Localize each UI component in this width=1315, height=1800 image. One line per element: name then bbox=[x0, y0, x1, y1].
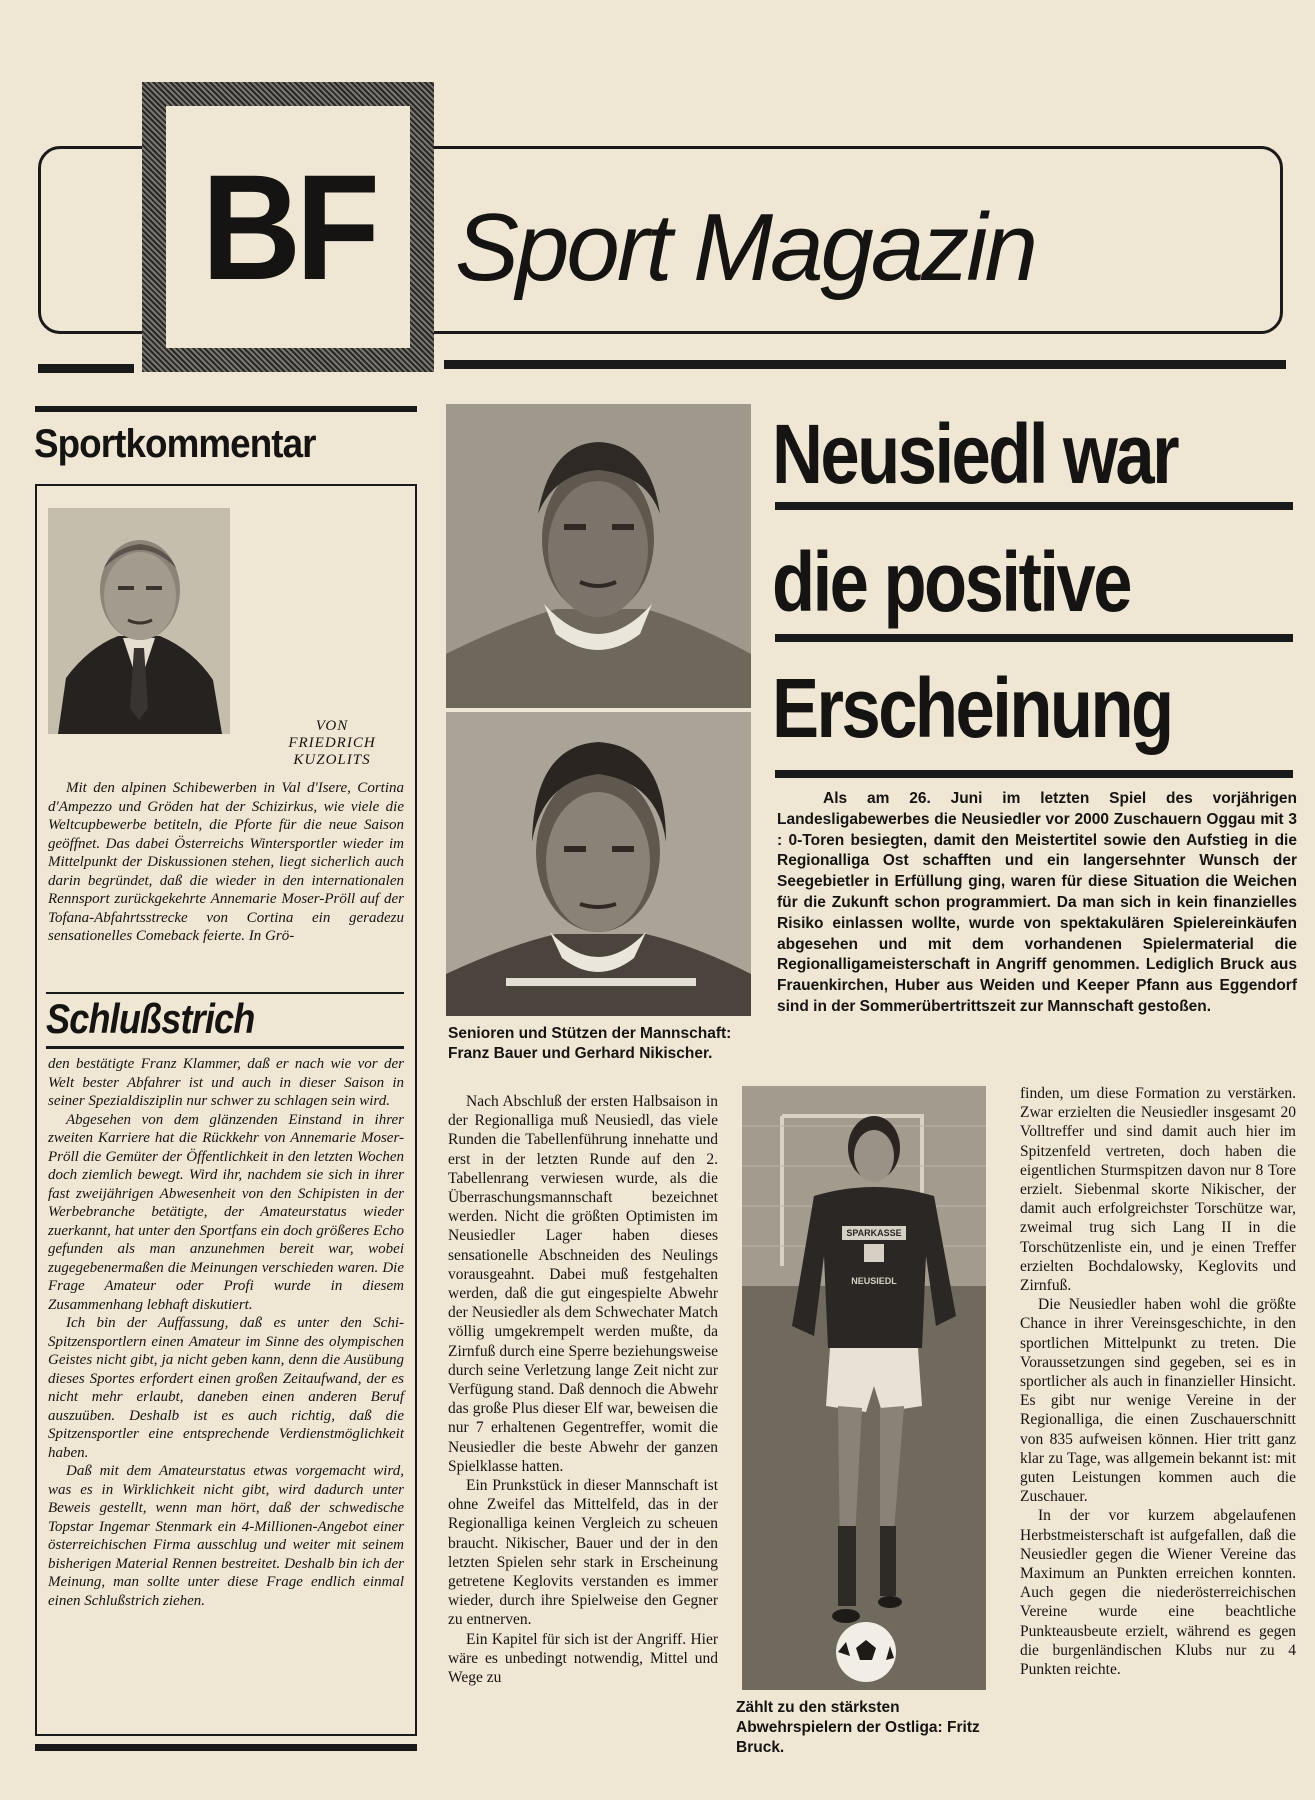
article-lead: Als am 26. Juni im letzten Spiel des vorjährigen Landesligabewerbes die Neusiedler vor 2000 Zuschauern Oggau mit 3 : 0-Toren besiegten, damit den Meistertitel sowie den Aufstieg in die Regionalliga Ost schafften und ein langersehnter Wunsch der Seegebietler in Erfüllung ging, waren für diese Situation die Weichen für die Zukunft schon programmiert. Da man sich in kein finanzielles Risiko einlassen wollte, wurde von spektakulären Spielereinkäufen abgesehen und mit dem vorhandenen Spielermaterial die Regionalligameisterschaft in Angriff genommen. Lediglich Bruck aus Frauenkirchen, Huber aus Weiden und Keeper Pfann aus Eggendorf sind in der Sommerübertrittszeit zur Mannschaft gestoßen. bbox=[777, 790, 1297, 1015]
subhead-rule-top bbox=[46, 992, 404, 994]
comment-paragraph: Abgesehen von dem glänzenden Einstand in ihrer zweiten Karriere hat die Rückkehr von Annemarie Moser-Pröll die Gemüter der Öffentlichkeit in den letzten Wochen doch ziemlich bewegt. Wird ihr, nachdem sie sich in ihrer fast zweijährigen Abwesenheit von den Schipisten in der Werbebranche betätigte, der Amateurstatus wieder zuerkannt, hat unter den Sportfans ein doch größeres Echo gefunden als man anzunehmen bereit war, wobei zugegebenermaßen die Meinungen verschieden waren. Die Frage Amateur oder Profi wurde in diesem Zusammenhang lebhaft diskutiert. bbox=[48, 1111, 404, 1313]
article-paragraph: Nach Abschluß der ersten Halbsaison in der Regionalliga muß Neusiedl, das viele Runden die Tabellenführung innehatte und erst in der letzten Runde auf den 2. Tabellenrang verwiesen wurde, als die Überraschungsmannschaft bezeichnet werden. Nicht die größten Optimisten im Neusiedler Lager haben dieses sensationelle Abschneiden des Neulings vorausgeahnt. Dabei muß festgehalten werden, daß die gut eingespielte Abwehr der Neusiedler als dem Schwechater Match völlig umgekrempelt werden mußte, da Zirnfuß durch eine Sperre beziehungsweise durch seine Verletzung lange Zeit nicht zur Verfügung stand. Daß dennoch die Abwehr das große Plus dieser Elf war, beweisen die nur 7 erhaltenen Gegentreffer, womit die Neusiedler die beste Abwehr der ganzen Spielklasse hatten. bbox=[448, 1093, 718, 1475]
headline-rule-3 bbox=[775, 770, 1293, 778]
article-column-middle bbox=[448, 1092, 718, 1687]
comment-paragraph: den bestätigte Franz Klammer, daß er nach wie vor der Welt bester Abfahrer ist und auch in dieser Saison in seiner Spezialdisziplin nur schwer zu schlagen sein wird. bbox=[48, 1056, 404, 1109]
comment-paragraph: Ich bin der Auffassung, daß es unter den Schi-Spitzensportlern einen Amateur im Sinne des olympischen Geistes nicht gibt, ja nicht geben kann, denn die Ausübung dieses Sportes erfordert einen großen Zeitaufwand, der es nicht mehr erlaubt, daneben einen anderen Beruf auszuüben. Deshalb ist es auch richtig, daß die Spitzensportler eine entsprechende Verdienstmöglichkeit haben. bbox=[48, 1315, 404, 1461]
headline-line-2: die positive bbox=[772, 535, 1130, 629]
author-photo bbox=[48, 508, 230, 734]
headline-rule-2 bbox=[775, 634, 1293, 642]
photo-caption-player: Zählt zu den stärksten Abwehrspielern der Ostliga: Fritz Bruck. bbox=[736, 1699, 980, 1756]
photo-caption-top: Senioren und Stützen der Mannschaft: Franz Bauer und Gerhard Nikischer. bbox=[448, 1025, 732, 1062]
comment-paragraph: Daß mit dem Amateurstatus etwas vorgemacht wird, was es in Wirklichkeit nicht gibt, wird dadurch unter Beweis gestellt, wenn man hört, daß der schwedische Topstar Ingemar Stenmark ein 4-Millionen-Angebot einer österreichischen Firma ausschlug und weiter mit seinem bisherigen Material Rennen bestreitet. Deshalb bin ich der Meinung, man sollte unter diese Frage endlich einmal einen Schlußstrich ziehen. bbox=[48, 1463, 404, 1609]
comment-kicker: Sportkommentar bbox=[34, 422, 316, 466]
byline-last-name: KUZOLITS bbox=[293, 752, 371, 768]
article-paragraph: Die Neusiedler haben wohl die größte Chance in ihrer Vereinsgeschichte, in den sportlichen Mittelpunkt zu treten. Die Voraussetzungen sind gegeben, sei es in sportlicher als auch in finanzieller Hinsicht. Es gibt nur wenige Vereine in der Regionalliga, die einen Zuschauerschnitt von 835 aufweisen können. Hier tritt ganz klar zu Tage, was allgemein bekannt ist: mit guten Leistungen kommen auch die Zuschauer. bbox=[1020, 1296, 1296, 1506]
masthead-rule-right bbox=[444, 360, 1286, 369]
logo-box bbox=[142, 82, 434, 372]
comment-body bbox=[48, 1055, 404, 1610]
comment-subhead: Schlußstrich bbox=[46, 995, 255, 1042]
comment-intro bbox=[48, 779, 404, 946]
headline-rule-1 bbox=[775, 502, 1293, 510]
comment-bottom-rule bbox=[35, 1744, 417, 1751]
jersey-text-club: NEUSIEDL bbox=[851, 1276, 897, 1286]
comment-top-rule bbox=[35, 406, 417, 412]
article-paragraph: finden, um diese Formation zu verstärken. Zwar erzielten die Neusiedler insgesamt 20 Volltreffer und sind damit auch hier im Spitzenfeld vertreten, doch haben die eigentlichen Sturmspitzen davon nur 8 Tore erzielt. Siebenmal skorte Nikischer, der damit auch erfolgreichster Torschütze war, zweimal trug sich Lang II in die Torschützenliste ein, und je einen Treffer erzielten Bochdalowsky, Keglovits und Zirnfuß. bbox=[1020, 1085, 1296, 1295]
logo-text: BF bbox=[201, 143, 375, 311]
article-paragraph: In der vor kurzem abgelaufenen Herbstmeisterschaft ist aufgefallen, daß die Neusiedler gegen die Wiener Vereine das Maximum an Punkten erreichen konnten. Auch gegen die niederösterreichischen Vereine wurde eine beachtliche Punkteausbeute erzielt, während es gegen die burgenländischen Klubs nur zu 4 Punkten reichte. bbox=[1020, 1507, 1296, 1679]
byline-von: VON bbox=[315, 718, 349, 734]
photo-fritz-bruck bbox=[742, 1086, 986, 1690]
headline-line-3: Erscheinung bbox=[772, 661, 1172, 755]
article-paragraph: Ein Prunkstück in dieser Mannschaft ist ohne Zweifel das Mittelfeld, das in der Regionalliga keinen Vergleich zu scheuen braucht. Nikischer, Bauer und der in den letzten Spielen sehr stark in Erscheinung getretene Keglovits verstanden es immer wieder, durch ihre Spielweise den Gegner zu entnerven. bbox=[448, 1477, 718, 1629]
byline bbox=[262, 718, 402, 769]
comment-intro-text: Mit den alpinen Schibewerben in Val d'Isere, Cortina d'Ampezzo und Gröden hat der Schizirkus, wie viele die Weltcupbewerbe betiteln, die Pforte für die neue Saison geöffnet. Das dabei Österreichs Wintersportler wieder im Mittelpunkt der Diskussionen stehen, liegt sicherlich auch darin begründet, daß die wieder in den internationalen Rennsport zurückgekehrte Annemarie Moser-Pröll auf der Tofana-Abfahrtsstrecke von Cortina ein geradezu sensationelles Comeback feierte. In Grö- bbox=[48, 780, 404, 944]
jersey-text-sponsor: SPARKASSE bbox=[846, 1228, 902, 1238]
photo-franz-bauer bbox=[446, 404, 751, 708]
article-column-right bbox=[1020, 1084, 1296, 1679]
byline-first-name: FRIEDRICH bbox=[288, 735, 376, 751]
article-paragraph: Ein Kapitel für sich ist der Angriff. Hier wäre es unbedingt notwendig, Mittel und Wege zu bbox=[448, 1630, 718, 1687]
subhead-rule-bottom bbox=[46, 1046, 404, 1049]
photo-gerhard-nikischer bbox=[446, 712, 751, 1016]
headline-line-1: Neusiedl war bbox=[772, 407, 1178, 501]
magazine-title: Sport Magazin bbox=[455, 194, 1035, 301]
masthead-rule-left bbox=[38, 364, 134, 373]
